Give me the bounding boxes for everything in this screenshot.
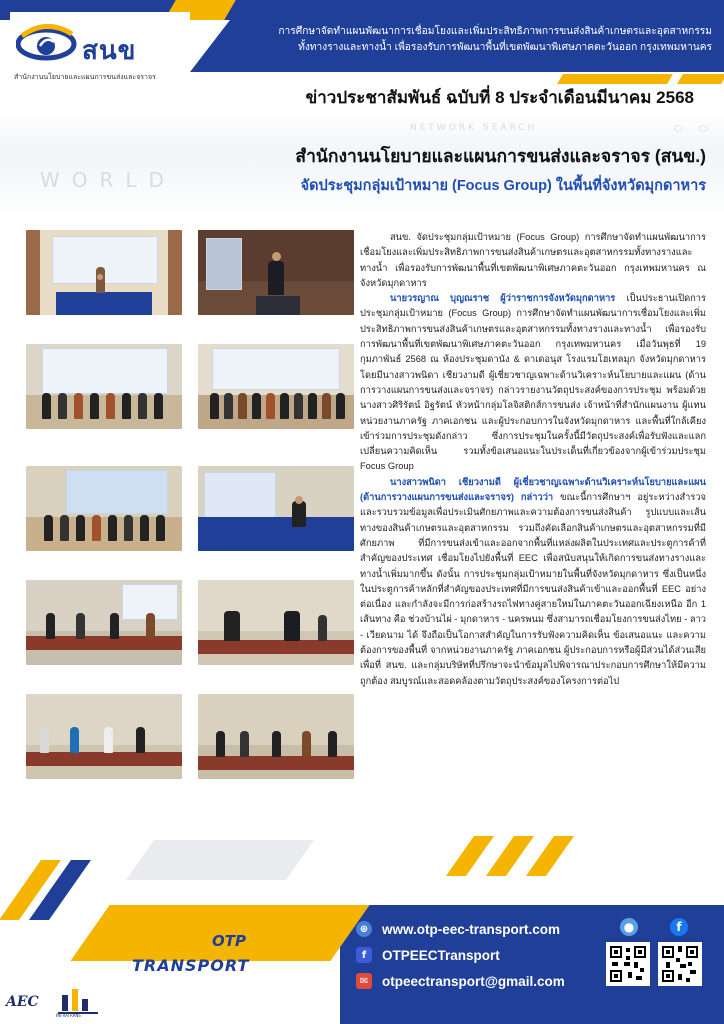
paragraph-2-text: เป็นประธานเปิดการประชุมกลุ่มเป้าหมาย (Focus Group) การศึกษาจัดทำแผนพัฒนาการเชื่อมโยงและเพิ่มประสิทธิภาพการขนส่งสินค้าเกษตรและอุตสาหกรรมทั้งทางรางและทางน้ำ เพื่อรองรับการพัฒนาพื้นที่เขตพัฒนาพิเศษภาคตะวันออก กรุงเทพมหานคร เมื่อวันพุธที่ 19 กุมภาพันธ์ 2568 ณ ห้องประชุมดานัง & ดาเดอนุส โรงแรมโฮเทลมุก จังหวัดมุกดาหาร โดยมีนางสาวพนิดา เชียวงามดี ผู้เชี่ยวชาญเฉพาะด้านวิเคราะห์นโยบายและแผน (ด้านการวางแผนการขนส่งและจราจร) กล่าวรายงานวัตถุประสงค์ของการประชุม พร้อมด้วยนางสาวศิริรัตน์ อิฐรัตน์ หัวหน้ากลุ่มโลจิสติกส์การขนส่ง เจ้าหน้าที่สำนักแผนงาน ผู้แทนหน่วยงานภาครัฐ ภาคเอกชน และผู้ประกอบการในจังหวัดมุกดาหาร และพื้นที่ใกล้เคียงเข้าร่วมการประชุมดังกล่าว ซึ่งการประชุมในครั้งนี้มีวัตถุประสงค์เพื่อรับฟังและแลกเปลี่ยนความคิดเห็น รวมทั้งข้อเสนอแนะในประเด็นที่เกี่ยวข้องจากผู้เข้าร่วมประชุม Focus Group [360,293,706,472]
aec-logo: AEC [6,994,39,1010]
article-body [360,230,706,689]
watermark-search-icon: ⬭ ⬭ [673,122,714,135]
infratrans-logo-icon [58,985,98,1015]
logo-text: สนข [82,36,137,66]
website-link[interactable]: www.otp-eec-transport.com [382,921,561,937]
logo-subtitle: สำนักงานนโยบายและแผนการขนส่งและจราจร [14,73,156,81]
website-qr-icon: ● [620,918,638,936]
header-accent-2 [557,74,673,84]
photo-speaker-banner [26,230,182,315]
infratrans-label: INFRATRANS [56,1013,81,1018]
project-title-line1: การศึกษาจัดทำแผนพัฒนาการเชื่อมโยงและเพิ่มประสิทธิภาพการขนส่งสินค้าเกษตรและอุตสาหกรรม [278,26,712,37]
eec-transport-logo [128,918,248,978]
paragraph-3 [360,475,706,689]
photo-presiding-podium [198,230,354,315]
org-title: สำนักงานนโยบายและแผนการขนส่งและจราจร (สนข.) [295,146,706,166]
facebook-qr-icon: f [670,918,688,936]
transport-logo-text: TRANSPORT [132,956,250,975]
footer-decor-grey [126,840,314,880]
email-link[interactable]: otpeectransport@gmail.com [382,973,565,989]
news-issue-title: ข่าวประชาสัมพันธ์ ฉบับที่ 8 ประจำเดือนมีนาคม 2568 [305,88,694,107]
project-title [236,24,712,56]
mail-icon: ✉ [356,973,372,989]
eec-logo-text: EEC [128,918,197,958]
facebook-icon: f [356,947,372,963]
globe-icon: ⊕ [356,921,372,937]
otp-logo-mark-icon [16,18,78,68]
paragraph-2-lead: นายวรญาณ บุญณราช ผู้ว่าราชการจังหวัดมุกดาหาร [390,293,616,304]
header-accent-3 [677,74,724,84]
photo-meeting-tables-2 [198,580,354,665]
watermark-network: NETWORK SEARCH [410,123,538,133]
contact-facebook[interactable] [356,944,500,966]
contact-website[interactable] [356,918,560,940]
otp-logo-text: OTP [212,932,246,950]
photo-grid [26,230,354,798]
facebook-qr-code[interactable] [658,942,702,986]
photo-group-2 [198,344,354,429]
paragraph-3-lead: นางสาวพนิดา เชียวงามดี ผู้เชี่ยวชาญเฉพาะด้านวิเคราะห์นโยบายและแผน (ด้านการวางแผนการขนส่งและจราจร) กล่าวว่า [360,476,706,503]
photo-presentation [198,466,354,551]
paragraph-3-text: ขณะนี้การศึกษาฯ อยู่ระหว่างสำรวจและรวบรวมข้อมูลเพื่อประเมินศักยภาพและความต้องการขนส่งสินค้า รูปแบบและเส้นทางของสินค้าเกษตรและอุตสาหกรรม รวมถึงคัดเลือกสินค้าเกษตรและอุตสาหกรรมที่มีศักยภาพ ที่มีการขนส่งเข้าและออกจากพื้นที่แหล่งผลิตในประเทศและประตูการค้าที่สำคัญของประเทศ เชื่อมโยงไปยังพื้นที่ EEC เพื่อสนับสนุนให้เกิดการขนส่งทางรางและทางน้ำเพิ่มมากขึ้น ดังนั้น การประชุมกลุ่มเป้าหมายในพื้นที่จังหวัดมุกดาหาร ซึ่งเป็นหนึ่งในประตูการค้าหลักที่สำคัญของประเทศที่มีการขนส่งสินค้าเข้าและออกพื้นที่ EEC อย่างต่อเนื่อง และกำลังจะมีการก่อสร้างรถไฟทางคู่สายใหม่ในภาคตะวันออกเฉียงเหนือ อีก 1 เส้นทาง คือ ช่วงบ้านไผ่ - มุกดาหาร - นครพนม ซึ่งสามารถเชื่อมโยงการขนส่งไทย - ลาว - เวียดนาม ได้ จึงถือเป็นโอกาสสำคัญในการรับฟังความคิดเห็น ข้อเสนอแนะ และความต้องการของพื้นที่ จากหน่วยงานภาครัฐ ภาคเอกชน ผู้ประกอบการหรือผู้มีส่วนได้ส่วนเสีย เพื่อที่ สนข. และกลุ่มบริษัทที่ปรึกษาจะนำข้อมูลไปพิจารณาประกอบการศึกษาให้มีความถูกต้อง สมบูรณ์และสอดคล้องตามวัตถุประสงค์ของโครงการต่อไป [360,492,706,686]
photo-group-3 [26,466,182,551]
otp-logo [10,12,190,87]
event-title: จัดประชุมกลุ่มเป้าหมาย (Focus Group) ในพื้นที่จังหวัดมุกดาหาร [300,178,706,194]
watermark-world: WORLD [40,168,176,192]
paragraph-1: สนข. จัดประชุมกลุ่มเป้าหมาย (Focus Group) การศึกษาจัดทำแผนพัฒนาการเชื่อมโยงและเพิ่มประสิทธิภาพการขนส่งสินค้าเกษตรและอุตสาหกรรมทั้งทางรางและทางน้ำ เพื่อรองรับการพัฒนาพื้นที่เขตพัฒนาพิเศษภาคตะวันออก กรุงเทพมหานคร ณ จังหวัดมุกดาหาร [360,232,706,288]
contact-email[interactable] [356,970,565,992]
photo-participants-1 [26,694,182,779]
project-title-line2: ทั้งทางรางและทางน้ำ เพื่อรองรับการพัฒนาพื้นที่เขตพัฒนาพิเศษภาคตะวันออก กรุงเทพมหานคร [298,42,712,53]
photo-participants-2 [198,694,354,779]
photo-meeting-tables-1 [26,580,182,665]
paragraph-2 [360,291,706,475]
website-qr-code[interactable] [606,942,650,986]
photo-group-1 [26,344,182,429]
facebook-link[interactable]: OTPEECTransport [382,947,500,963]
